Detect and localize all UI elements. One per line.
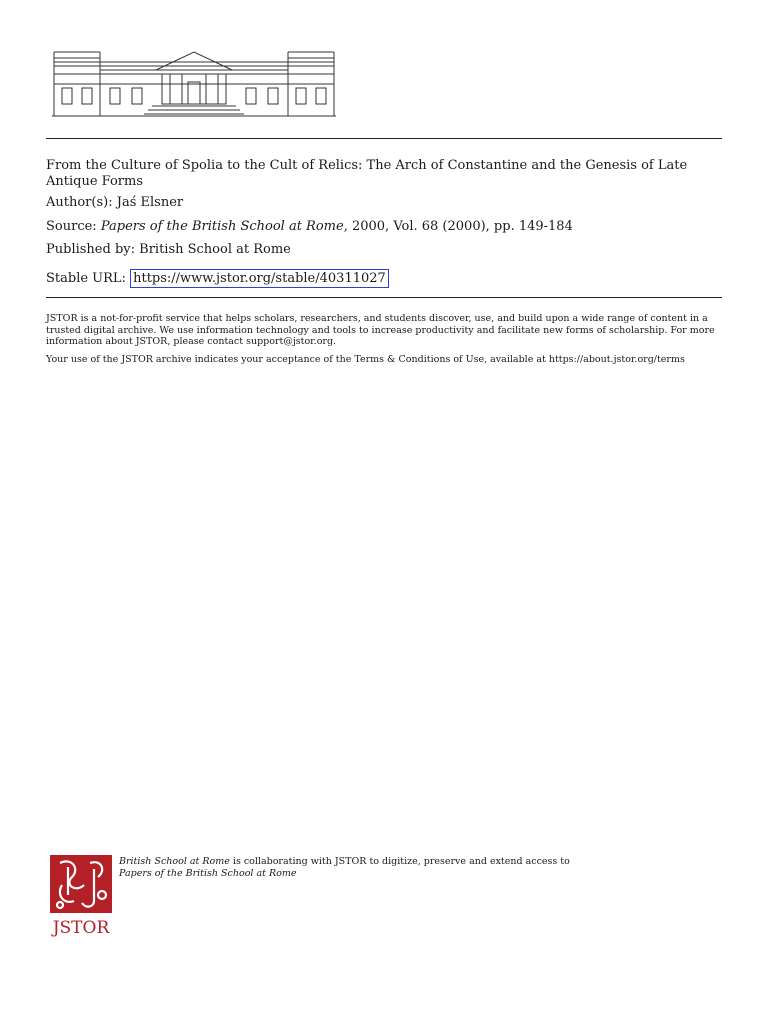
british-school-building-icon bbox=[52, 44, 336, 120]
publisher-line bbox=[46, 242, 726, 258]
source-details: , 2000, Vol. 68 (2000), pp. 149-184 bbox=[343, 219, 573, 234]
stable-url-link[interactable]: https://www.jstor.org/stable/40311027 bbox=[130, 269, 389, 288]
terms-notice: Your use of the JSTOR archive indicates your acceptance of the Terms & Conditions of Use, available at https://about.jstor.org/terms bbox=[46, 354, 685, 365]
source-line bbox=[46, 219, 726, 235]
jstor-logo bbox=[50, 855, 114, 937]
header-divider-bottom bbox=[46, 297, 722, 298]
collab-publisher: British School at Rome bbox=[119, 856, 230, 867]
collab-journal: Papers of the British School at Rome bbox=[119, 867, 297, 879]
authors-value: Jaś Elsner bbox=[116, 195, 184, 210]
header-divider-top bbox=[46, 138, 722, 139]
publisher-value: British School at Rome bbox=[139, 242, 291, 257]
publisher-label: Published by: bbox=[46, 242, 135, 257]
collab-text: is collaborating with JSTOR to digitize, preserve and extend access to bbox=[232, 856, 570, 867]
stable-url-label: Stable URL: bbox=[46, 271, 126, 286]
source-label: Source: bbox=[46, 219, 97, 234]
article-title: From the Culture of Spolia to the Cult of Relics: The Arch of Constantine and the Genesis of Late Antique Forms bbox=[46, 158, 688, 189]
jstor-service-notice: JSTOR is a not-for-profit service that helps scholars, researchers, and students discover, use, and build upon a wide range of content in a trusted digital archive. We use information technology and tools to increase productivity and facilitate new forms of scholarship. For more information about JSTOR, please contact support@jstor.org. bbox=[46, 313, 715, 347]
source-journal: Papers of the British School at Rome bbox=[100, 219, 344, 234]
collaboration-notice bbox=[119, 856, 729, 879]
authors-label: Author(s): bbox=[46, 195, 113, 210]
jstor-wordmark: JSTOR bbox=[52, 918, 110, 937]
stable-url-line bbox=[46, 269, 726, 288]
authors-line bbox=[46, 195, 726, 211]
